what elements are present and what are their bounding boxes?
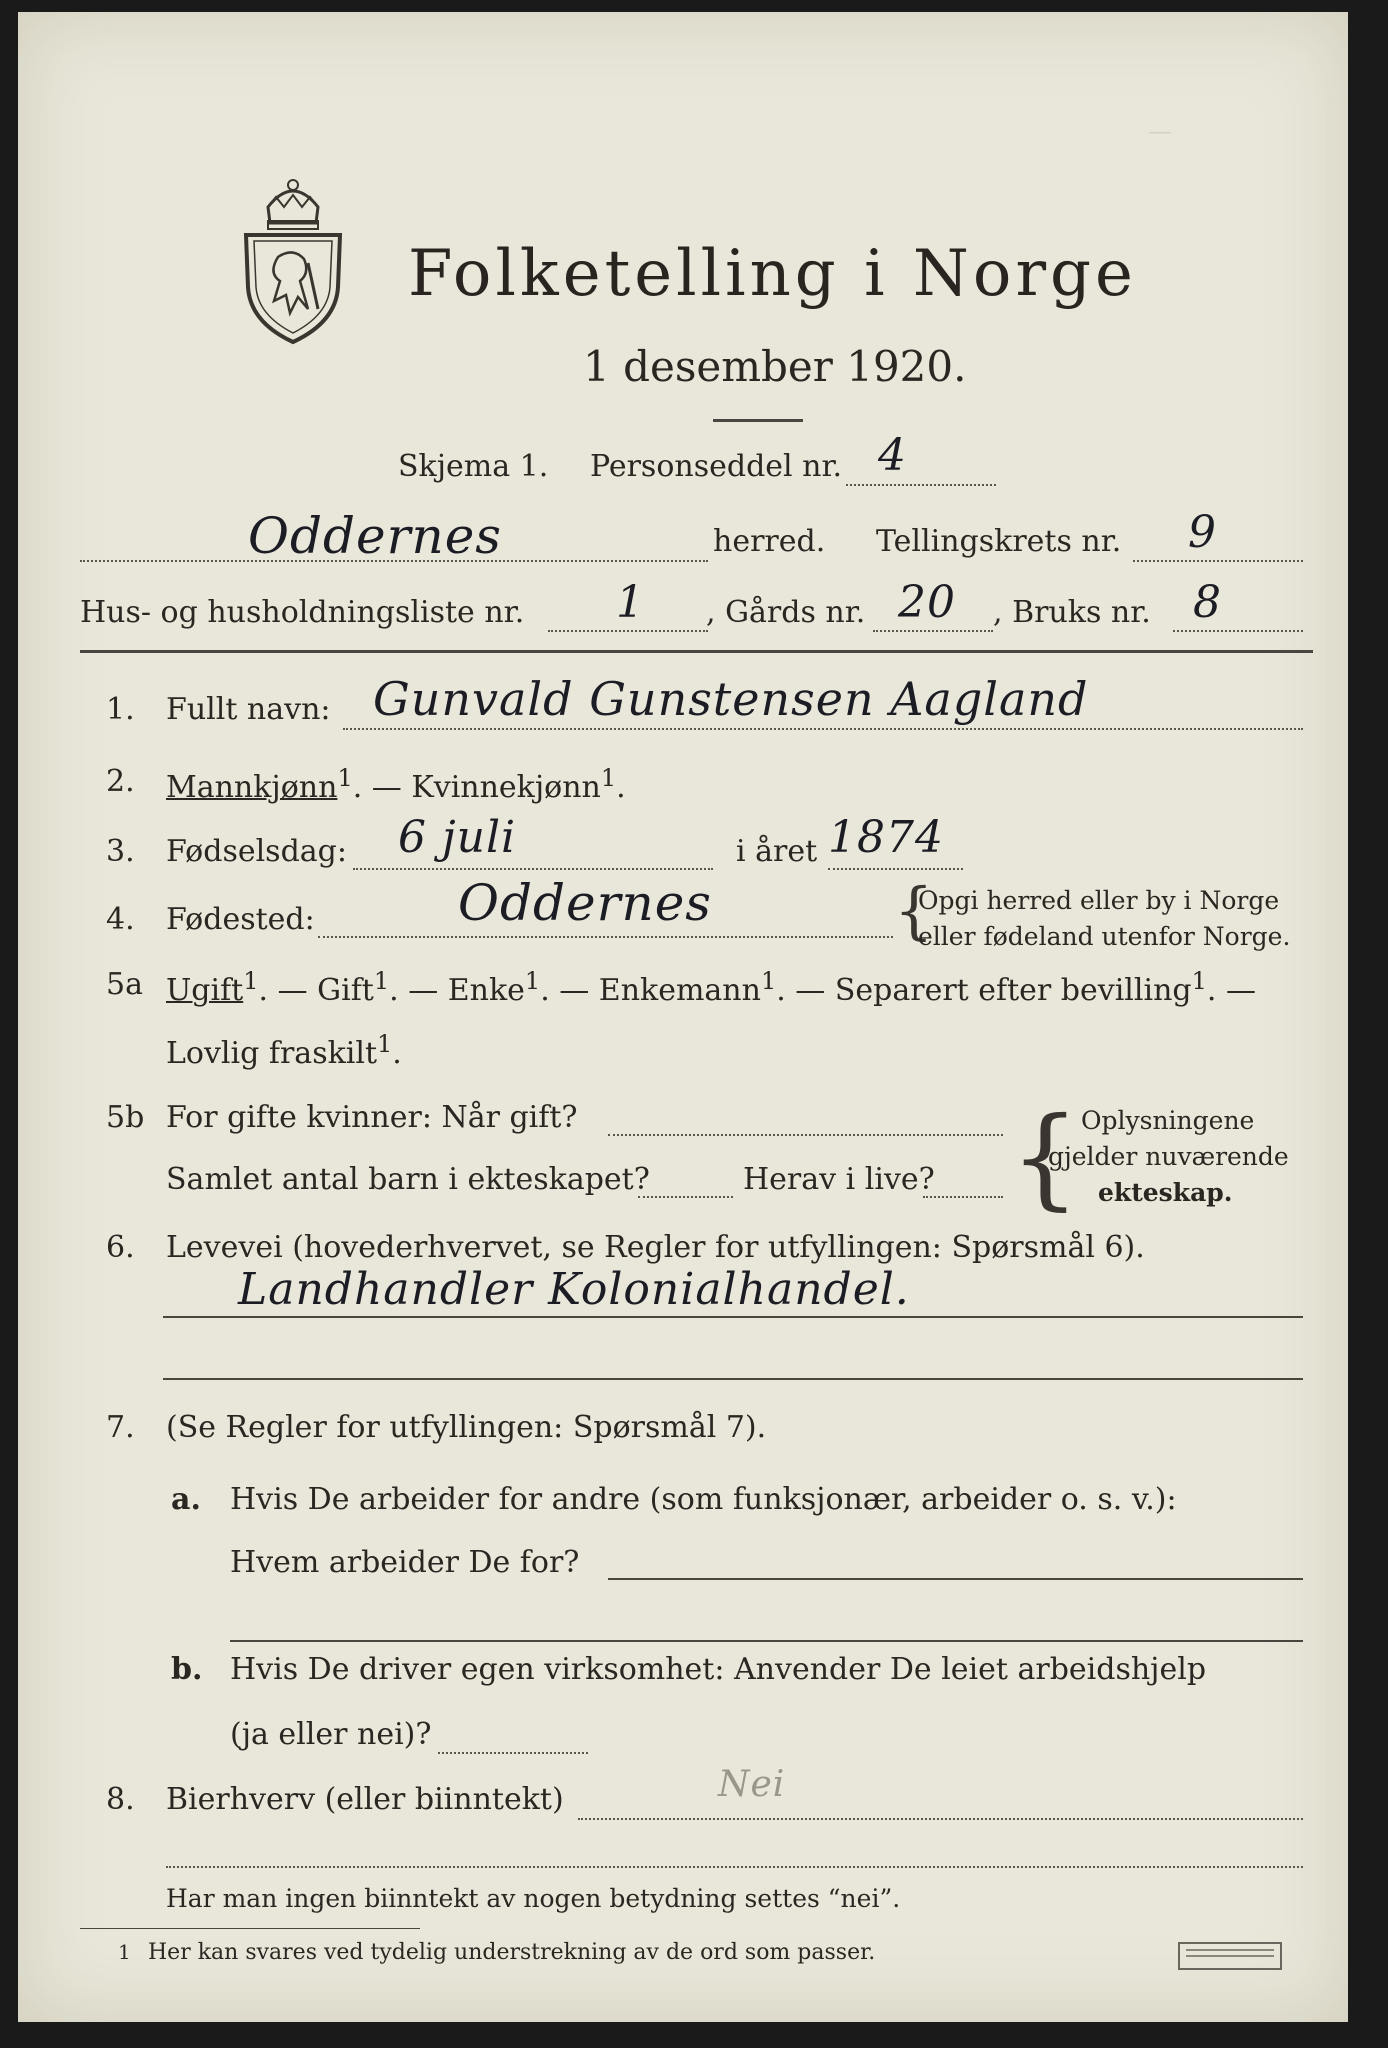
q7b-question: (ja eller nei)? — [230, 1717, 432, 1752]
header-rule — [80, 650, 1313, 653]
gards-line — [873, 630, 993, 632]
q8-line-2 — [166, 1866, 1303, 1868]
footnote-rule — [80, 1928, 420, 1929]
birthday-value: 6 juli — [398, 812, 517, 863]
q8-number: 8. — [106, 1782, 135, 1817]
title-divider — [713, 419, 803, 422]
q7a-answer-line — [608, 1578, 1303, 1580]
q5a-dash-2: . — — [389, 973, 448, 1008]
schema-label: Skjema 1. — [398, 449, 549, 484]
enkemann-option: Enkemann — [598, 973, 761, 1008]
q5a-dash-4: . — — [776, 973, 835, 1008]
husliste-value: 1 — [616, 577, 645, 628]
birth-year-value: 1874 — [828, 812, 944, 863]
q5a-sup-6: 1 — [377, 1030, 393, 1058]
q5b-children-line — [638, 1196, 733, 1198]
q5a-end: . — [392, 1036, 402, 1071]
q5a-dash-3: . — — [540, 973, 599, 1008]
q5b-label: For gifte kvinner: Når gift? — [166, 1100, 578, 1135]
q5a-sup-4: 1 — [760, 967, 777, 995]
q6-line-1 — [163, 1316, 1303, 1318]
footnote-mark: 1 — [118, 1940, 131, 1964]
q5a-sup-5: 1 — [1191, 967, 1207, 995]
q8-label: Bierhverv (eller biinntekt) — [166, 1782, 564, 1817]
q6-line-2 — [163, 1378, 1303, 1380]
q4-label: Fødested: — [166, 902, 315, 937]
q5b-note-line2: gjelder nuværende — [1048, 1142, 1289, 1171]
bleed-through-text: — — [1148, 117, 1172, 145]
q5b-number: 5b — [106, 1100, 145, 1135]
ugift-option: Ugift — [166, 973, 244, 1008]
side-income-value: Nei — [718, 1764, 786, 1805]
q5b-alive-line — [923, 1196, 1003, 1198]
q1-line — [343, 728, 1303, 730]
q5a-sup-3: 1 — [524, 967, 541, 995]
census-form-sheet — [18, 12, 1348, 2022]
q4-line — [318, 936, 893, 938]
footnote-text: Her kan svares ved tydelig understrekning av de ord som passer. — [148, 1940, 876, 1965]
q4-brace: { — [894, 874, 934, 947]
q5b-alive-label: Herav i live? — [743, 1162, 935, 1197]
q8-line — [578, 1818, 1303, 1820]
year-label: i året — [736, 834, 818, 869]
mannkjonn-option: Mannkjønn — [166, 770, 338, 805]
q1-label: Fullt navn: — [166, 692, 331, 727]
nei-instruction: Har man ingen biinntekt av nogen betydning settes “nei”. — [166, 1884, 901, 1913]
q5b-note-line1: Oplysningene — [1081, 1106, 1255, 1135]
q2-sup: 1 — [337, 764, 353, 792]
occupation-value: Landhandler Kolonialhandel. — [238, 1264, 910, 1315]
q5a-end-dash: . — — [1206, 973, 1256, 1008]
q3-number: 3. — [106, 834, 135, 869]
q5a-options — [166, 967, 1256, 1008]
bruks-line — [1173, 630, 1303, 632]
gards-value: 20 — [898, 577, 956, 628]
q2-number: 2. — [106, 764, 135, 799]
q5a-sup-1: 1 — [243, 967, 259, 995]
q5b-children-label: Samlet antal barn i ekteskapet? — [166, 1162, 650, 1197]
q5a-dash-1: . — — [258, 973, 318, 1008]
form-title: Folketelling i Norge — [408, 237, 1137, 311]
coat-of-arms-icon — [238, 177, 348, 347]
q7a-text: Hvis De arbeider for andre (som funksjonær, arbeider o. s. v.): — [230, 1482, 1177, 1517]
enke-option: Enke — [447, 973, 525, 1008]
q2-sup-2: 1 — [600, 764, 617, 792]
q7b-letter: b. — [171, 1652, 203, 1687]
q7b-text: Hvis De driver egen virksomhet: Anvender De leiet arbeidshjelp — [230, 1652, 1207, 1687]
tellingskrets-line — [1133, 560, 1303, 562]
gift-option: Gift — [317, 973, 374, 1008]
lovlig-fraskilt-option: Lovlig fraskilt — [166, 1036, 378, 1071]
q2-end: . — [616, 770, 626, 805]
separert-option: Separert efter bevilling — [834, 973, 1192, 1008]
q4-note-line1: Opgi herred eller by i Norge — [918, 886, 1280, 915]
bruks-value: 8 — [1193, 577, 1222, 628]
herred-value: Oddernes — [248, 507, 502, 565]
printer-stamp-lines — [1186, 1949, 1274, 1957]
q5a-sup-2: 1 — [373, 967, 390, 995]
q2-gender-line — [166, 764, 626, 805]
q1-number: 1. — [106, 692, 135, 727]
q7-label: (Se Regler for utfyllingen: Spørsmål 7). — [166, 1410, 767, 1445]
q3-label: Fødselsdag: — [166, 834, 347, 869]
personseddel-value: 4 — [878, 430, 907, 481]
q7-number: 7. — [106, 1410, 135, 1445]
husliste-line — [548, 630, 708, 632]
birthplace-value: Oddernes — [458, 874, 712, 932]
kvinnekjonn-option: Kvinnekjønn — [411, 770, 601, 805]
q7b-answer-line — [438, 1752, 588, 1754]
q7a-answer-line-2 — [230, 1640, 1303, 1642]
q4-number: 4. — [106, 902, 135, 937]
q7a-letter: a. — [171, 1482, 201, 1517]
census-date: 1 desember 1920. — [583, 342, 967, 391]
q2-separator: . — — [352, 770, 412, 805]
q5a-number: 5a — [106, 967, 143, 1002]
husliste-label: Hus- og husholdningsliste nr. — [80, 595, 525, 630]
tellingskrets-value: 9 — [1188, 507, 1217, 558]
q5b-note-line3: ekteskap. — [1098, 1178, 1233, 1207]
q7a-question: Hvem arbeider De for? — [230, 1545, 580, 1580]
q5b-married-line — [608, 1134, 1003, 1136]
year-line — [828, 868, 963, 870]
q5b-brace: { — [1010, 1093, 1080, 1221]
bruks-label: , Bruks nr. — [993, 595, 1151, 630]
q4-note-line2: eller fødeland utenfor Norge. — [918, 922, 1291, 951]
tellingskrets-label: Tellingskrets nr. — [876, 524, 1122, 559]
printer-stamp — [1178, 1942, 1282, 1970]
q6-label: Levevei (hovederhvervet, se Regler for utfyllingen: Spørsmål 6). — [166, 1230, 1145, 1265]
q5a-options-line2 — [166, 1030, 402, 1071]
q6-number: 6. — [106, 1230, 135, 1265]
herred-label: herred. — [713, 524, 826, 559]
full-name-value: Gunvald Gunstensen Aagland — [373, 672, 1089, 726]
personseddel-line — [846, 484, 996, 486]
q3-line — [353, 868, 713, 870]
gards-label: , Gårds nr. — [706, 595, 866, 630]
personseddel-label: Personseddel nr. — [590, 449, 843, 484]
